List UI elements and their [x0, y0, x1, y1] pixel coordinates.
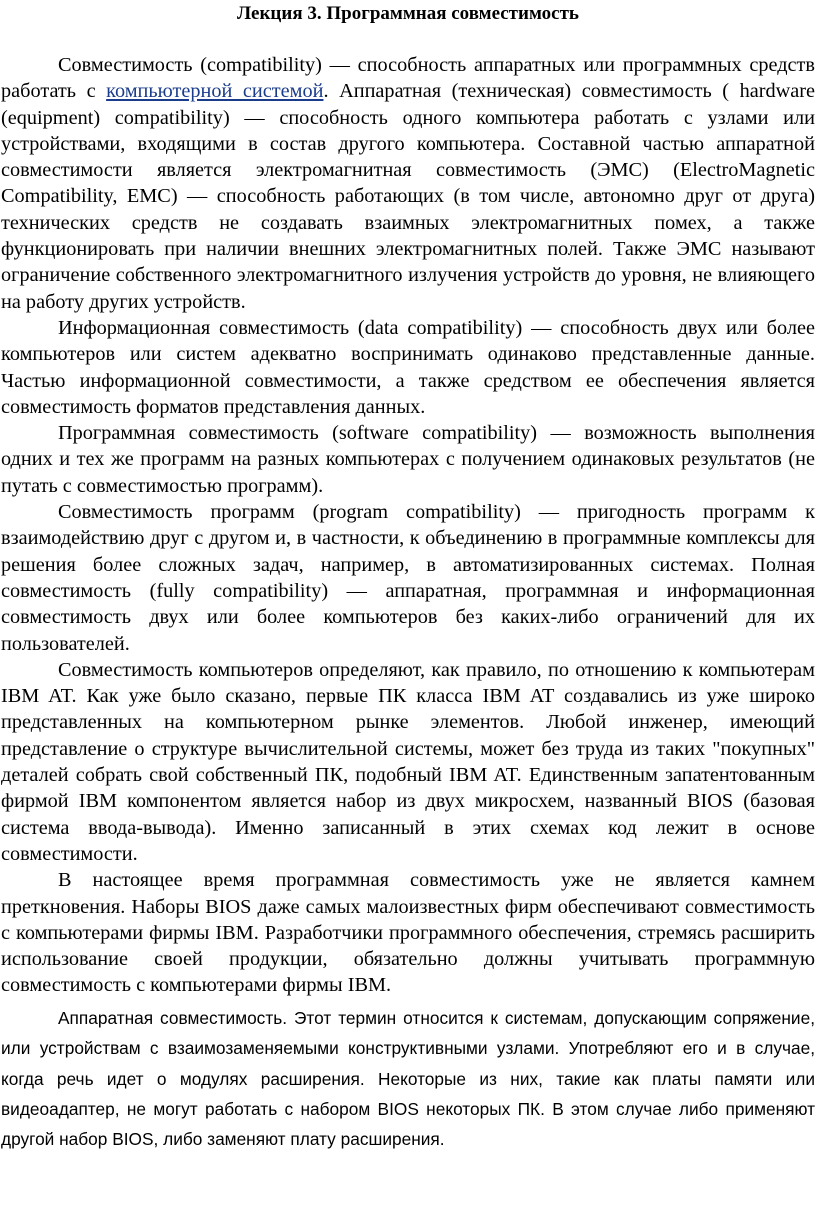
paragraph-ibm-compatibility: Совместимость компьютеров определяют, как правило, по отношению к компьютерам IBM AT. Как уже было сказано, первые ПК класса IBM AT создавались из уже широко представленных на компьютерном рынке элементов. Любой инженер, имеющий представление о структуре вычислительной системы, может без труда из таких "покупных" деталей собрать свой собственный ПК, подобный IBM AT. Единственным запатентованным фирмой IBM компонентом является набор из двух микросхем, названный BIOS (базовая система ввода-вывода). Именно записанный в этих схемах код лежит в основе совместимости. — [1, 658, 815, 865]
paragraph-program-compatibility: Совместимость программ (program compatibility) — пригодность программ к взаимодействию друг с другом и, в частности, к объединению в программные комплексы для решения более сложных задач, например, в автоматизированных системах. Полная совместимость (fully compatibility) — аппаратная, программная и информационная совместимость двух или более компьютеров без каких-либо ограничений для их пользователей. — [1, 501, 815, 655]
paragraph-text: Совместимость (compatibility) — способность аппаратных или программных средств работать с — [1, 54, 815, 103]
paragraph-compatibility — [1, 52, 815, 315]
paragraph-hardware-compatibility: Аппаратная совместимость. Этот термин относится к системам, допускающим сопряжение, или устройствам с взаимозаменяемыми конструктивными узлами. Употребляют его и в случае, когда речь идет о модулях расширения. Некоторые из них, такие как платы памяти или видеоадаптер, не могут работать с набором BIOS некоторых ПК. В этом случае либо применяют другой набор BIOS, либо заменяют плату расширения. — [1, 1007, 815, 1150]
paragraph-bios: В настоящее время программная совместимость уже не является камнем преткновения. Наборы BIOS даже самых малоизвестных фирм обеспечивают совместимость с компьютерами фирмы IBM. Разработчики программного обеспечения, стремясь расширить использование своей продукции, обязательно должны учитывать программную совместимость с компьютерами фирмы IBM. — [1, 869, 815, 997]
paragraph-data-compatibility: Информационная совместимость (data compatibility) — способность двух или более компьютеров или систем адекватно воспринимать одинаково представленные данные. Частью информационной совместимости, а также средством ее обеспечения является совместимость форматов представления данных. — [1, 316, 815, 418]
paragraph-software-compatibility: Программная совместимость (software compatibility) — возможность выполнения одних и тех же программ на разных компьютерах с получением одинаковых результатов (не путать с совместимостью программ). — [1, 422, 815, 497]
page-title: Лекция 3. Программная совместимость — [237, 3, 579, 24]
paragraph-text: . Аппаратная (техническая) совместимость ( hardware (equipment) compatibility) — способность одного компьютера работать с узлами или устройствами, входящими в состав другого компьютера. Составной частью аппаратной совместимости является электромагнитная совместимость (ЭМС) (ElectroMagnetic Compatibility, EMC) — способность работающих (в том числе, автономно друг от друга) технических средств не создавать взаимных электромагнитных помех, а также функционировать при наличии внешних электромагнитных полей. Также ЭМС называют ограничение собственного электромагнитного излучения устройств до уровня, не влияющего на работу других устройств. — [1, 80, 816, 313]
document-body — [1, 52, 815, 1155]
computer-system-link[interactable]: компьютерной системой — [106, 80, 324, 103]
